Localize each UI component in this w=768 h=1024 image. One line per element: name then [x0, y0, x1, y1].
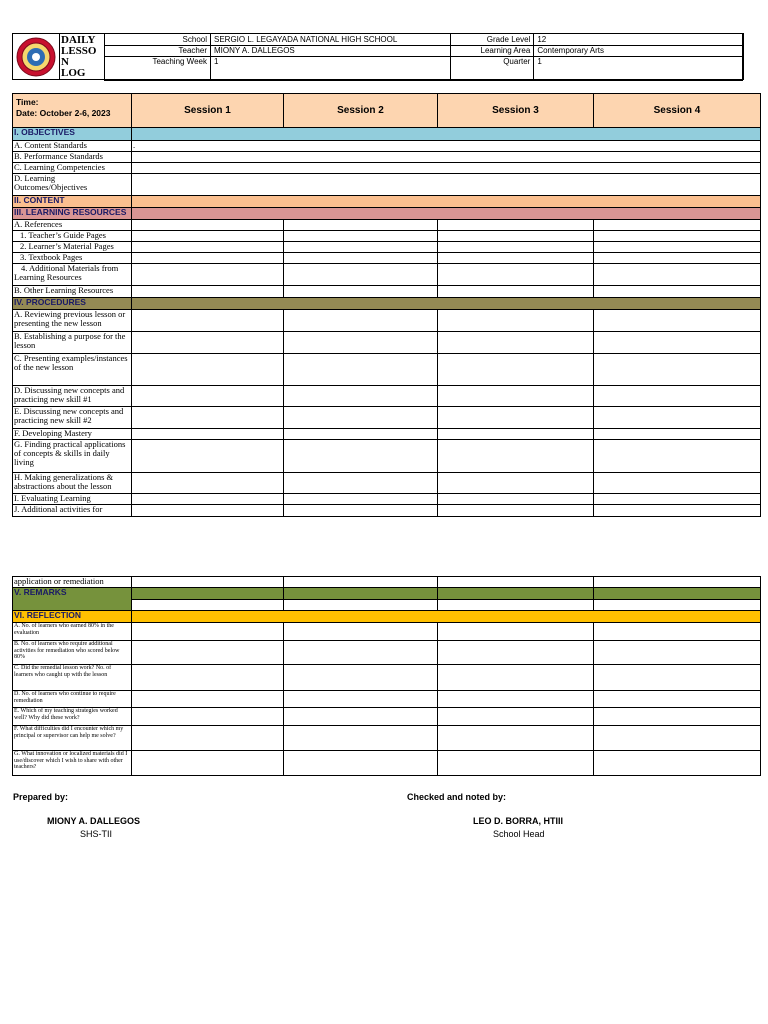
table-cell: [132, 440, 284, 473]
table-cell: [438, 286, 594, 298]
table-row: [13, 152, 761, 163]
table-cell: [132, 310, 284, 332]
title-line: LESSO: [61, 45, 97, 57]
table-row: [13, 577, 761, 588]
table-row: [13, 429, 761, 440]
grade-level-label: Grade Level: [451, 34, 534, 46]
table-cell: [132, 264, 284, 286]
table-cell: [132, 286, 284, 298]
quarter-value: 1: [534, 57, 743, 81]
table-row: [13, 310, 761, 332]
table-cell: [132, 623, 284, 641]
reflection-a-label: A. No. of learners who earned 80% in the evaluation: [13, 623, 132, 641]
table-cell: [594, 623, 761, 641]
table-cell: [594, 286, 761, 298]
table-row: [13, 494, 761, 505]
table-cell: [438, 691, 594, 708]
table-cell: [438, 708, 594, 726]
table-cell: [594, 577, 761, 588]
table-cell: [594, 505, 761, 517]
table-cell: [594, 332, 761, 354]
discussing-skill-2-label: E. Discussing new concepts and practicing new skill #2: [13, 407, 132, 429]
table-cell: [132, 691, 284, 708]
school-seal-icon: [16, 37, 56, 77]
remarks-heading: V. REMARKS: [13, 588, 132, 611]
table-cell: [594, 429, 761, 440]
grade-level-value: 12: [534, 34, 743, 46]
table-row: [13, 641, 761, 665]
table-cell: [284, 751, 438, 776]
performance-standards-label: B. Performance Standards: [13, 152, 132, 163]
session-4-header: Session 4: [594, 94, 761, 128]
table-cell: [284, 600, 438, 611]
remarks-section-row: [13, 588, 761, 600]
table-row: [13, 473, 761, 494]
table-cell: [438, 577, 594, 588]
table-cell: [284, 220, 438, 231]
table-row: [13, 691, 761, 708]
table-cell: [284, 407, 438, 429]
references-label: A. References: [13, 220, 132, 231]
resources-section-row: [13, 208, 761, 220]
table-row: [13, 332, 761, 354]
procedures-section-row: [13, 298, 761, 310]
learning-area-value: Contemporary Arts: [534, 45, 743, 57]
objectives-section-row: [13, 128, 761, 141]
table-cell: [284, 286, 438, 298]
table-cell: [438, 354, 594, 386]
developing-mastery-label: F. Developing Mastery: [13, 429, 132, 440]
additional-materials-label: 4. Additional Materials from Learning Resources: [13, 264, 132, 286]
reflection-e-label: E. Which of my teaching strategies worked well? Why did these work?: [13, 708, 132, 726]
table-row: [13, 242, 761, 253]
table-cell: [594, 691, 761, 708]
practical-applications-label: G. Finding practical applications of concepts & skills in daily living: [13, 440, 132, 473]
table-cell: [438, 310, 594, 332]
table-cell: [284, 253, 438, 264]
table-cell: [438, 386, 594, 407]
table-cell: [594, 665, 761, 691]
teacher-label: Teacher: [105, 45, 211, 57]
teaching-week-label: Teaching Week: [105, 57, 211, 81]
dll-header: [12, 33, 744, 80]
table-cell: [284, 242, 438, 253]
table-cell: [594, 354, 761, 386]
table-cell: [284, 641, 438, 665]
table-cell: [594, 231, 761, 242]
establishing-purpose-label: B. Establishing a purpose for the lesson: [13, 332, 132, 354]
table-cell: [594, 220, 761, 231]
table-row: [13, 726, 761, 751]
table-cell: [438, 332, 594, 354]
table-cell: [594, 440, 761, 473]
table-row: [13, 231, 761, 242]
table-row: [13, 163, 761, 174]
discussing-skill-1-label: D. Discussing new concepts and practicing new skill #1: [13, 386, 132, 407]
table-cell: [284, 623, 438, 641]
content-section-row: [13, 196, 761, 208]
table-cell: [438, 242, 594, 253]
learning-resources-heading: III. LEARNING RESOURCES: [13, 208, 132, 220]
additional-activities-continued: application or remediation: [13, 577, 132, 588]
table-cell: [594, 242, 761, 253]
textbook-pages-label: 3. Textbook Pages: [13, 253, 132, 264]
reflection-c-label: C. Did the remedial lesson work? No. of learners who caught up with the lesson: [13, 665, 132, 691]
prepared-by-label: Prepared by:: [13, 792, 69, 802]
table-cell: [438, 473, 594, 494]
date-label: Date: October 2-6, 2023: [16, 108, 111, 118]
table-cell: [594, 386, 761, 407]
table-cell: [284, 494, 438, 505]
table-cell: [284, 708, 438, 726]
table-row: [13, 141, 761, 152]
additional-activities-label: J. Additional activities for: [13, 505, 132, 517]
teaching-week-value: 1: [211, 57, 451, 81]
table-row: [13, 505, 761, 517]
time-label: Time:: [16, 97, 39, 107]
table-cell: [132, 242, 284, 253]
table-row: [13, 751, 761, 776]
reflection-b-label: B. No. of learners who require additional activities for remediation who scored below 80%: [13, 641, 132, 665]
reflection-g-label: G. What innovation or localized materials did I use/discover which I wish to share with other teachers?: [13, 751, 132, 776]
table-cell: [132, 386, 284, 407]
table-cell: [132, 708, 284, 726]
session-header-row: [13, 94, 761, 128]
table-row: [13, 286, 761, 298]
table-cell: [132, 332, 284, 354]
table-cell: [284, 231, 438, 242]
procedures-heading: IV. PROCEDURES: [13, 298, 132, 310]
performance-standards-value: [132, 152, 761, 163]
session-3-header: Session 3: [438, 94, 594, 128]
table-cell: [438, 600, 594, 611]
table-cell: [438, 494, 594, 505]
table-cell: [438, 641, 594, 665]
objectives-band: [132, 128, 761, 141]
table-cell: [438, 429, 594, 440]
learning-competencies-label: C. Learning Competencies: [13, 163, 132, 174]
learning-outcomes-label: D. Learning Outcomes/Objectives: [13, 174, 132, 196]
table-cell: [438, 505, 594, 517]
table-row: [13, 264, 761, 286]
evaluating-learning-label: I. Evaluating Learning: [13, 494, 132, 505]
table-cell: [284, 665, 438, 691]
table-row: [13, 708, 761, 726]
table-cell: [132, 220, 284, 231]
other-resources-label: B. Other Learning Resources: [13, 286, 132, 298]
reflection-heading: VI. REFLECTION: [13, 611, 132, 623]
table-cell: [132, 588, 284, 600]
content-standards-value: .: [132, 141, 761, 152]
table-cell: [438, 220, 594, 231]
title-line: N: [61, 56, 69, 68]
table-cell: [284, 588, 438, 600]
school-label: School: [105, 34, 211, 46]
learning-area-label: Learning Area: [451, 45, 534, 57]
table-cell: [594, 600, 761, 611]
teachers-guide-label: 1. Teacher’s Guide Pages: [13, 231, 132, 242]
table-cell: [132, 641, 284, 665]
learning-outcomes-value: [132, 174, 761, 196]
table-cell: [594, 264, 761, 286]
prepared-by-title: SHS-TII: [80, 829, 113, 839]
title-line: LOG: [61, 67, 86, 79]
reviewing-lesson-label: A. Reviewing previous lesson or presenting the new lesson: [13, 310, 132, 332]
reflection-band: [132, 611, 761, 623]
table-cell: [438, 231, 594, 242]
quarter-label: Quarter: [451, 57, 534, 81]
table-cell: [284, 440, 438, 473]
objectives-heading: I. OBJECTIVES: [13, 128, 132, 141]
school-value: SERGIO L. LEGAYADA NATIONAL HIGH SCHOOL: [211, 34, 451, 46]
procedures-band: [132, 298, 761, 310]
table-cell: [594, 641, 761, 665]
table-cell: [438, 751, 594, 776]
table-cell: [594, 708, 761, 726]
reflection-section-row: [13, 611, 761, 623]
table-cell: [132, 429, 284, 440]
table-cell: [132, 577, 284, 588]
table-cell: [438, 665, 594, 691]
table-cell: [132, 407, 284, 429]
school-logo-cell: [13, 34, 60, 79]
content-heading: II. CONTENT: [13, 196, 132, 208]
table-row: [13, 407, 761, 429]
table-row: [13, 354, 761, 386]
table-cell: [284, 386, 438, 407]
table-row: [13, 386, 761, 407]
teacher-value: MIONY A. DALLEGOS: [211, 45, 451, 57]
table-cell: [438, 440, 594, 473]
table-cell: [284, 332, 438, 354]
table-row: [13, 440, 761, 473]
table-cell: [438, 264, 594, 286]
reflection-f-label: F. What difficulties did I encounter which my principal or supervisor can help me solve?: [13, 726, 132, 751]
header-info-right: [450, 33, 743, 81]
table-cell: [438, 588, 594, 600]
table-cell: [594, 310, 761, 332]
table-row: [13, 220, 761, 231]
table-cell: [438, 726, 594, 751]
time-date-cell: [13, 94, 132, 128]
checked-by-name: LEO D. BORRA, HTIII: [473, 816, 563, 826]
learners-material-label: 2. Learner’s Material Pages: [13, 242, 132, 253]
table-row: [13, 623, 761, 641]
table-row: [13, 174, 761, 196]
table-cell: [594, 407, 761, 429]
resources-band: [132, 208, 761, 220]
header-info-left: [104, 33, 451, 81]
table-cell: [284, 429, 438, 440]
reflection-d-label: D. No. of learners who continue to require remediation: [13, 691, 132, 708]
table-cell: [438, 253, 594, 264]
prepared-by-name: MIONY A. DALLEGOS: [47, 816, 141, 826]
table-cell: [594, 588, 761, 600]
presenting-examples-label: C. Presenting examples/instances of the new lesson: [13, 354, 132, 386]
table-row: [13, 253, 761, 264]
table-cell: [284, 505, 438, 517]
table-cell: [438, 623, 594, 641]
table-cell: [594, 751, 761, 776]
table-cell: [132, 494, 284, 505]
table-cell: [132, 505, 284, 517]
content-standards-label: A. Content Standards: [13, 141, 132, 152]
table-cell: [438, 407, 594, 429]
title-line: DAILY: [61, 34, 96, 46]
table-cell: [132, 600, 284, 611]
table-cell: [132, 665, 284, 691]
table-cell: [132, 751, 284, 776]
dll-table-page-2: [12, 576, 761, 776]
table-cell: [132, 726, 284, 751]
table-cell: [594, 253, 761, 264]
table-cell: [132, 473, 284, 494]
table-cell: [594, 726, 761, 751]
session-1-header: Session 1: [132, 94, 284, 128]
checked-by-label: Checked and noted by:: [407, 792, 507, 802]
table-cell: [284, 310, 438, 332]
table-cell: [132, 354, 284, 386]
content-band: [132, 196, 761, 208]
checked-by-title: School Head: [493, 829, 545, 839]
table-cell: [594, 494, 761, 505]
table-cell: [284, 473, 438, 494]
session-2-header: Session 2: [284, 94, 438, 128]
table-cell: [132, 231, 284, 242]
table-row: [13, 665, 761, 691]
table-cell: [132, 253, 284, 264]
learning-competencies-value: [132, 163, 761, 174]
dll-table-page-1: [12, 93, 761, 517]
table-cell: [284, 264, 438, 286]
table-cell: [594, 473, 761, 494]
table-cell: [284, 726, 438, 751]
table-cell: [284, 691, 438, 708]
table-cell: [284, 354, 438, 386]
generalizations-label: H. Making generalizations & abstractions about the lesson: [13, 473, 132, 494]
table-cell: [284, 577, 438, 588]
